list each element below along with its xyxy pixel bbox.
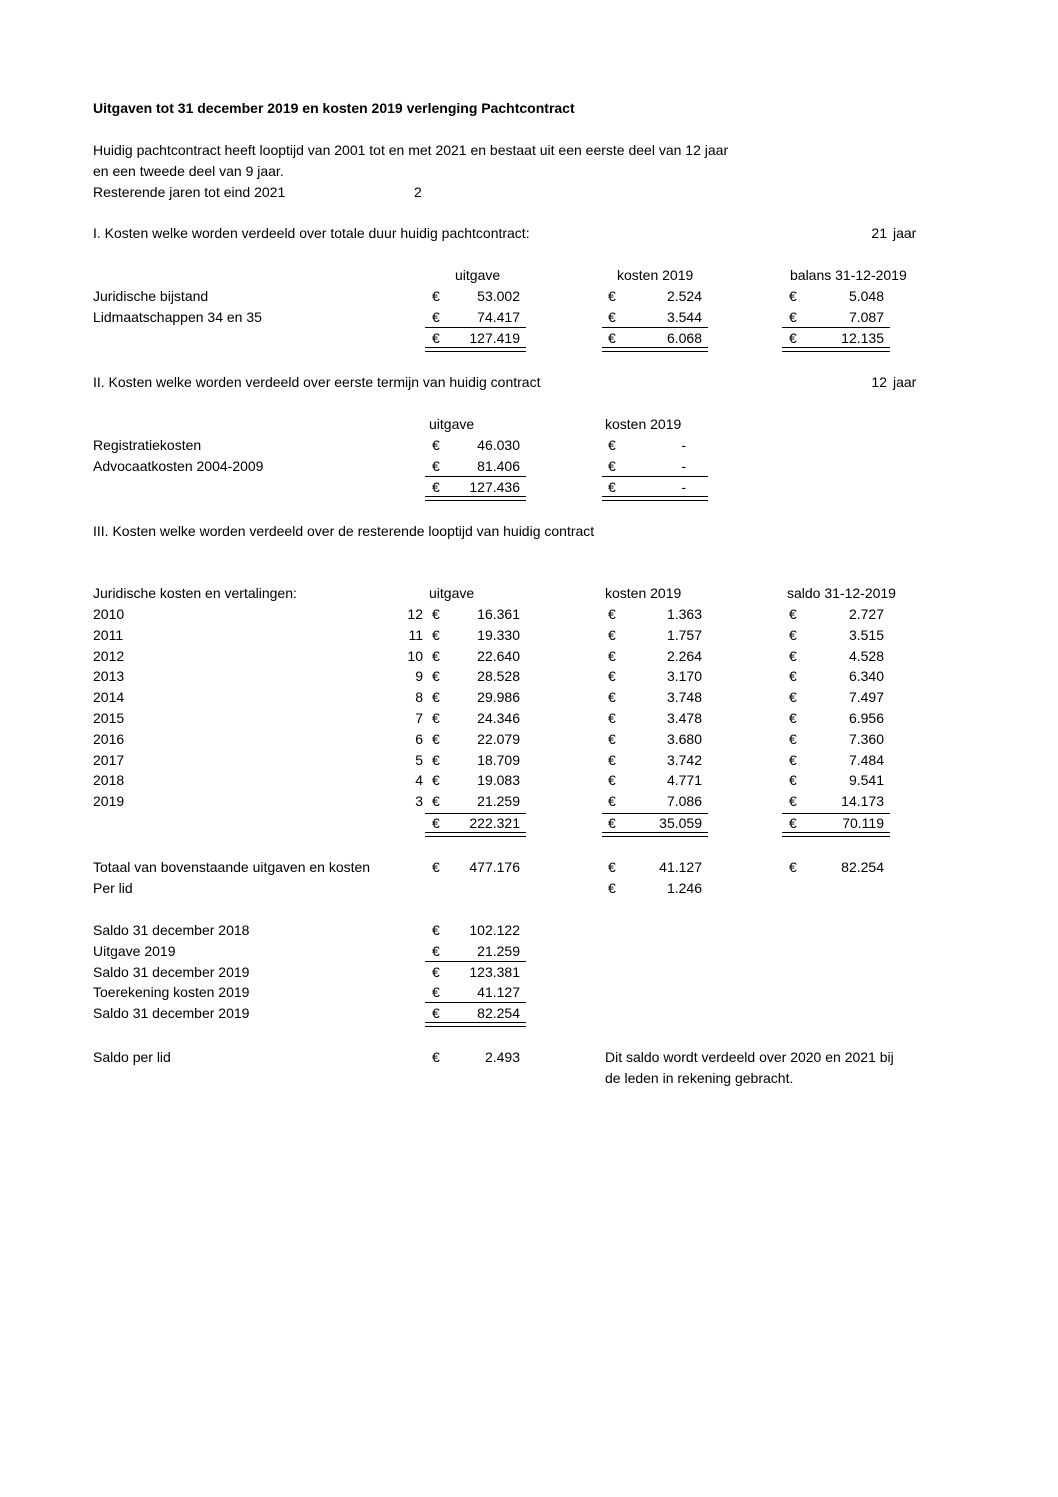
section-1-total-uitgave: 127.419: [469, 330, 520, 346]
section-3-row-kosten: 4.771: [666, 772, 702, 788]
section-3-header-kosten: kosten 2019: [605, 585, 682, 601]
euro-sign: €: [432, 606, 440, 622]
section-1-total-kosten: 6.068: [666, 330, 702, 346]
total-double-rule: [602, 347, 708, 352]
euro-sign: €: [432, 479, 440, 495]
euro-sign: €: [608, 309, 616, 325]
balance-row-value: 82.254: [477, 1005, 520, 1021]
euro-sign: €: [789, 309, 797, 325]
section-1-years-unit: jaar: [893, 225, 917, 241]
balance-row-label: Saldo 31 december 2019: [93, 964, 250, 980]
section-3-row-term: 4: [415, 772, 423, 788]
subtotal-rule: [602, 476, 708, 477]
balance-row-value: 21.259: [477, 943, 520, 959]
per-lid-label: Per lid: [93, 880, 133, 896]
section-3-row-uitgave: 19.330: [477, 627, 520, 643]
section-3-row-saldo: 6.956: [848, 710, 884, 726]
euro-sign: €: [432, 984, 440, 1000]
section-2-heading: II. Kosten welke worden verdeeld over eerste termijn van huidig contract: [93, 374, 541, 390]
euro-sign: €: [432, 1049, 440, 1065]
euro-sign: €: [608, 288, 616, 304]
euro-sign: €: [789, 648, 797, 664]
section-3-row-year: 2016: [93, 731, 125, 747]
euro-sign: €: [432, 943, 440, 959]
intro-line-2: en een tweede deel van 9 jaar.: [93, 163, 284, 179]
saldo-note-line-1: Dit saldo wordt verdeeld over 2020 en 2021 bij: [605, 1049, 894, 1065]
section-3-row-term: 5: [415, 752, 423, 768]
section-3-label: Juridische kosten en vertalingen:: [93, 585, 297, 601]
section-3-row-term: 7: [415, 710, 423, 726]
euro-sign: €: [432, 710, 440, 726]
section-1-row-uitgave: 74.417: [477, 309, 520, 325]
subtotal-rule: [602, 327, 708, 328]
euro-sign: €: [432, 627, 440, 643]
section-3-total-kosten: 35.059: [659, 815, 702, 831]
euro-sign: €: [432, 731, 440, 747]
grand-total-saldo: 82.254: [841, 859, 884, 875]
section-3-row-year: 2014: [93, 689, 125, 705]
saldo-per-lid-label: Saldo per lid: [93, 1049, 171, 1065]
section-3-row-kosten: 3.478: [666, 710, 702, 726]
page-title: Uitgaven tot 31 december 2019 en kosten 2019 verlenging Pachtcontract: [93, 100, 575, 116]
euro-sign: €: [432, 458, 440, 474]
euro-sign: €: [608, 668, 616, 684]
euro-sign: €: [608, 793, 616, 809]
euro-sign: €: [789, 793, 797, 809]
saldo-note-line-2: de leden in rekening gebracht.: [605, 1070, 794, 1086]
section-3-row-year: 2015: [93, 710, 125, 726]
euro-sign: €: [608, 458, 616, 474]
section-3-row-year: 2019: [93, 793, 125, 809]
euro-sign: €: [432, 689, 440, 705]
section-1-row-balans: 5.048: [848, 288, 884, 304]
section-3-row-term: 12: [407, 606, 423, 622]
total-double-rule: [602, 496, 708, 501]
euro-sign: €: [608, 689, 616, 705]
subtotal-rule: [425, 813, 526, 814]
euro-sign: €: [608, 731, 616, 747]
section-3-row-saldo: 7.484: [848, 752, 884, 768]
section-2-row-uitgave: 46.030: [477, 437, 520, 453]
euro-sign: €: [432, 437, 440, 453]
section-3-row-saldo: 14.173: [841, 793, 884, 809]
total-double-rule: [425, 832, 526, 837]
section-3-row-saldo: 7.497: [848, 689, 884, 705]
section-3-row-uitgave: 28.528: [477, 668, 520, 684]
euro-sign: €: [789, 606, 797, 622]
section-3-row-kosten: 1.757: [666, 627, 702, 643]
section-3-header-uitgave: uitgave: [429, 585, 475, 601]
balance-row-label: Uitgave 2019: [93, 943, 176, 959]
euro-sign: €: [432, 859, 440, 875]
total-double-rule: [782, 347, 890, 352]
balance-row-label: Toerekening kosten 2019: [93, 984, 250, 1000]
euro-sign: €: [432, 309, 440, 325]
section-3-row-term: 6: [415, 731, 423, 747]
euro-sign: €: [608, 880, 616, 896]
euro-sign: €: [789, 859, 797, 875]
subtotal-rule: [425, 961, 526, 962]
total-double-rule: [602, 832, 708, 837]
section-3-row-term: 3: [415, 793, 423, 809]
balance-row-value: 102.122: [469, 922, 520, 938]
intro-line-1: Huidig pachtcontract heeft looptijd van 2001 tot en met 2021 en bestaat uit een eerste deel van 12 jaar: [93, 142, 729, 158]
section-2-total-uitgave: 127.436: [469, 479, 520, 495]
section-2-years: 12: [871, 374, 887, 390]
euro-sign: €: [432, 648, 440, 664]
section-1-years: 21: [871, 225, 887, 241]
euro-sign: €: [432, 668, 440, 684]
euro-sign: €: [432, 793, 440, 809]
section-3-row-saldo: 4.528: [848, 648, 884, 664]
euro-sign: €: [789, 710, 797, 726]
section-3-row-uitgave: 29.986: [477, 689, 520, 705]
euro-sign: €: [789, 772, 797, 788]
section-3-row-year: 2017: [93, 752, 125, 768]
balance-row-value: 123.381: [469, 964, 520, 980]
saldo-per-lid-value: 2.493: [484, 1049, 520, 1065]
subtotal-rule: [782, 813, 890, 814]
section-2-row-label: Advocaatkosten 2004-2009: [93, 458, 264, 474]
balance-row-label: Saldo 31 december 2019: [93, 1005, 250, 1021]
euro-sign: €: [432, 815, 440, 831]
euro-sign: €: [432, 288, 440, 304]
section-3-row-term: 11: [408, 627, 423, 643]
euro-sign: €: [789, 815, 797, 831]
section-3-heading: III. Kosten welke worden verdeeld over de resterende looptijd van huidig contract: [93, 523, 595, 539]
section-3-row-year: 2013: [93, 668, 125, 684]
section-3-row-kosten: 2.264: [666, 648, 702, 664]
euro-sign: €: [432, 330, 440, 346]
section-3-row-year: 2010: [93, 606, 125, 622]
euro-sign: €: [608, 606, 616, 622]
section-3-row-saldo: 7.360: [848, 731, 884, 747]
section-2-header-kosten: kosten 2019: [605, 416, 682, 432]
grand-total-uitgave: 477.176: [469, 859, 520, 875]
euro-sign: €: [789, 288, 797, 304]
euro-sign: €: [789, 689, 797, 705]
section-2-row-kosten: -: [681, 437, 686, 453]
subtotal-rule: [425, 1002, 526, 1003]
total-double-rule: [425, 1022, 526, 1027]
section-1-header-balans: balans 31-12-2019: [790, 267, 907, 283]
section-3-total-saldo: 70.119: [842, 815, 884, 831]
section-1-row-kosten: 2.524: [666, 288, 702, 304]
section-3-row-uitgave: 18.709: [477, 752, 520, 768]
euro-sign: €: [608, 627, 616, 643]
section-3-row-kosten: 3.742: [666, 752, 702, 768]
total-double-rule: [425, 347, 526, 352]
section-1-header-kosten: kosten 2019: [617, 267, 694, 283]
section-3-total-uitgave: 222.321: [469, 815, 520, 831]
remaining-years-label: Resterende jaren tot eind 2021: [93, 184, 286, 200]
subtotal-rule: [425, 327, 526, 328]
balance-row-value: 41.127: [477, 984, 520, 1000]
section-3-row-saldo: 2.727: [848, 606, 884, 622]
euro-sign: €: [608, 859, 616, 875]
section-2-years-unit: jaar: [893, 374, 917, 390]
section-3-row-uitgave: 22.079: [477, 731, 520, 747]
section-3-row-saldo: 3.515: [848, 627, 884, 643]
section-1-row-label: Juridische bijstand: [93, 288, 209, 304]
total-double-rule: [782, 832, 890, 837]
euro-sign: €: [432, 772, 440, 788]
section-2-header-uitgave: uitgave: [429, 416, 475, 432]
euro-sign: €: [432, 922, 440, 938]
section-3-row-year: 2011: [93, 627, 124, 643]
euro-sign: €: [789, 731, 797, 747]
euro-sign: €: [789, 668, 797, 684]
per-lid-kosten: 1.246: [666, 880, 702, 896]
euro-sign: €: [432, 1005, 440, 1021]
section-1-row-uitgave: 53.002: [477, 288, 520, 304]
section-1-row-label: Lidmaatschappen 34 en 35: [93, 309, 262, 325]
euro-sign: €: [789, 330, 797, 346]
euro-sign: €: [789, 752, 797, 768]
subtotal-rule: [782, 327, 890, 328]
section-3-row-term: 8: [415, 689, 423, 705]
euro-sign: €: [608, 772, 616, 788]
section-3-row-term: 9: [415, 668, 423, 684]
section-3-row-kosten: 1.363: [666, 606, 702, 622]
section-1-heading: I. Kosten welke worden verdeeld over totale duur huidig pachtcontract:: [93, 225, 530, 241]
section-3-row-kosten: 3.680: [666, 731, 702, 747]
section-3-row-year: 2018: [93, 772, 125, 788]
euro-sign: €: [608, 330, 616, 346]
section-2-row-kosten: -: [681, 458, 686, 474]
euro-sign: €: [608, 815, 616, 831]
grand-total-label: Totaal van bovenstaande uitgaven en kosten: [93, 859, 371, 875]
section-3-row-saldo: 6.340: [848, 668, 884, 684]
subtotal-rule: [425, 476, 526, 477]
total-double-rule: [425, 496, 526, 501]
section-3-row-kosten: 7.086: [666, 793, 702, 809]
section-2-row-label: Registratiekosten: [93, 437, 202, 453]
remaining-years-value: 2: [414, 184, 422, 200]
euro-sign: €: [432, 752, 440, 768]
section-3-row-uitgave: 16.361: [477, 606, 520, 622]
euro-sign: €: [608, 710, 616, 726]
euro-sign: €: [432, 964, 440, 980]
euro-sign: €: [608, 648, 616, 664]
section-1-header-uitgave: uitgave: [455, 267, 501, 283]
section-3-row-term: 10: [407, 648, 423, 664]
section-3-row-kosten: 3.748: [666, 689, 702, 705]
section-3-header-saldo: saldo 31-12-2019: [787, 585, 896, 601]
euro-sign: €: [608, 752, 616, 768]
euro-sign: €: [608, 479, 616, 495]
section-3-row-uitgave: 24.346: [477, 710, 520, 726]
euro-sign: €: [608, 437, 616, 453]
section-3-row-kosten: 3.170: [666, 668, 702, 684]
balance-row-label: Saldo 31 december 2018: [93, 922, 250, 938]
grand-total-kosten: 41.127: [659, 859, 702, 875]
section-2-row-uitgave: 81.406: [477, 458, 520, 474]
section-3-row-uitgave: 19.083: [477, 772, 520, 788]
section-3-row-saldo: 9.541: [848, 772, 884, 788]
section-2-total-kosten: -: [681, 479, 686, 495]
euro-sign: €: [789, 627, 797, 643]
subtotal-rule: [602, 813, 708, 814]
section-1-row-kosten: 3.544: [666, 309, 702, 325]
section-1-row-balans: 7.087: [848, 309, 884, 325]
section-3-row-uitgave: 22.640: [477, 648, 520, 664]
section-3-row-year: 2012: [93, 648, 125, 664]
section-3-row-uitgave: 21.259: [477, 793, 520, 809]
section-1-total-balans: 12.135: [841, 330, 884, 346]
